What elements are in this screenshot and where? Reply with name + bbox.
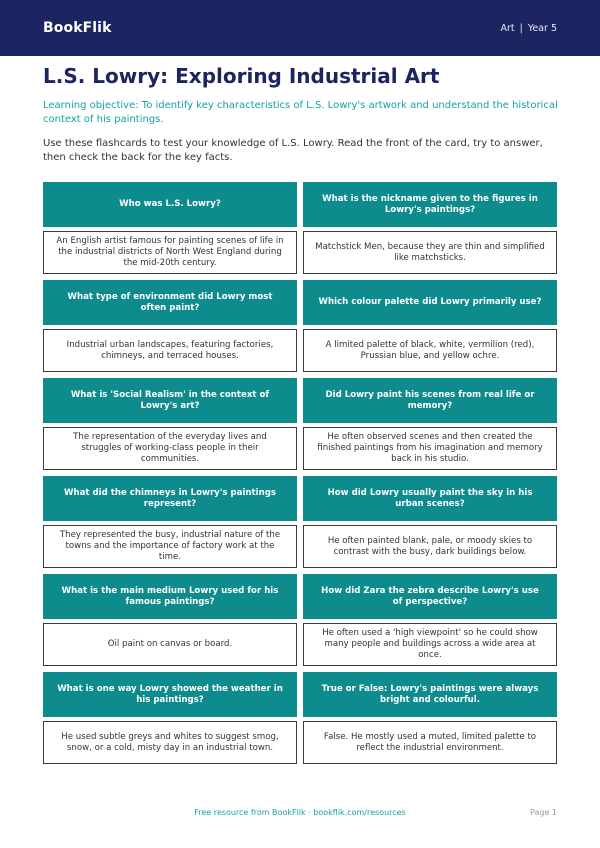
flashcard-back: The representation of the everyday lives and struggles of working-class people in their communities. bbox=[43, 427, 297, 470]
meta-separator: | bbox=[519, 22, 523, 34]
flashcard-front: Which colour palette did Lowry primarily use? bbox=[303, 280, 557, 325]
flashcard-back: He often observed scenes and then created the finished paintings from his imagination and memory back in his studio. bbox=[303, 427, 557, 470]
flashcard-front: How did Zara the zebra describe Lowry's use of perspective? bbox=[303, 574, 557, 619]
flashcard-front: What is the main medium Lowry used for his famous paintings? bbox=[43, 574, 297, 619]
flashcard-front: Who was L.S. Lowry? bbox=[43, 182, 297, 227]
flashcard-front: Did Lowry paint his scenes from real life or memory? bbox=[303, 378, 557, 423]
flashcard bbox=[303, 378, 557, 470]
flashcard-back: He often painted blank, pale, or moody skies to contrast with the busy, dark buildings below. bbox=[303, 525, 557, 568]
subject-label: Art bbox=[500, 22, 515, 34]
flashcard-front: How did Lowry usually paint the sky in his urban scenes? bbox=[303, 476, 557, 521]
flashcard bbox=[303, 672, 557, 764]
flashcard-front: What is the nickname given to the figures in Lowry's paintings? bbox=[303, 182, 557, 227]
flashcard bbox=[43, 476, 297, 568]
flashcard bbox=[43, 378, 297, 470]
flashcard bbox=[43, 182, 297, 274]
flashcard bbox=[303, 280, 557, 372]
flashcard-back: Matchstick Men, because they are thin and simplified like matchsticks. bbox=[303, 231, 557, 274]
page-number: Page 1 bbox=[530, 808, 557, 817]
flashcard bbox=[43, 672, 297, 764]
page-title: L.S. Lowry: Exploring Industrial Art bbox=[43, 64, 440, 88]
subject-year-meta bbox=[500, 23, 557, 34]
flashcard-front: What is one way Lowry showed the weather in his paintings? bbox=[43, 672, 297, 717]
flashcard-back: He often used a 'high viewpoint' so he could show many people and buildings across a wide area at once. bbox=[303, 623, 557, 666]
flashcard-back: He used subtle greys and whites to suggest smog, snow, or a cold, misty day in an industrial town. bbox=[43, 721, 297, 764]
flashcard-back: Industrial urban landscapes, featuring factories, chimneys, and terraced houses. bbox=[43, 329, 297, 372]
flashcard bbox=[303, 574, 557, 666]
flashcard bbox=[43, 574, 297, 666]
brand-logo[interactable]: BookFlik bbox=[43, 20, 112, 36]
flashcard-grid bbox=[43, 182, 557, 764]
flashcard-back: They represented the busy, industrial nature of the towns and the importance of factory work at the time. bbox=[43, 525, 297, 568]
flashcard bbox=[43, 280, 297, 372]
flashcard-front: What is 'Social Realism' in the context of Lowry's art? bbox=[43, 378, 297, 423]
flashcard-front: True or False: Lowry's paintings were always bright and colourful. bbox=[303, 672, 557, 717]
year-label: Year 5 bbox=[527, 22, 557, 34]
flashcard bbox=[303, 476, 557, 568]
intro-text: Use these flashcards to test your knowledge of L.S. Lowry. Read the front of the card, try to answer, then check the back for the key facts. bbox=[43, 138, 543, 163]
flashcard-back: An English artist famous for painting scenes of life in the industrial districts of North West England during the mid-20th century. bbox=[43, 231, 297, 274]
learning-objective: Learning objective: To identify key characteristics of L.S. Lowry's artwork and understand the historical context of his paintings. bbox=[43, 100, 558, 125]
flashcard bbox=[303, 182, 557, 274]
flashcard-back: False. He mostly used a muted, limited palette to reflect the industrial environment. bbox=[303, 721, 557, 764]
flashcard-back: Oil paint on canvas or board. bbox=[43, 623, 297, 666]
top-header-bar bbox=[0, 0, 600, 56]
footer-resource-link[interactable]: Free resource from BookFlik · bookflik.com/resources bbox=[194, 808, 406, 817]
flashcard-front: What type of environment did Lowry most often paint? bbox=[43, 280, 297, 325]
flashcard-front: What did the chimneys in Lowry's paintings represent? bbox=[43, 476, 297, 521]
flashcard-back: A limited palette of black, white, vermilion (red), Prussian blue, and yellow ochre. bbox=[303, 329, 557, 372]
